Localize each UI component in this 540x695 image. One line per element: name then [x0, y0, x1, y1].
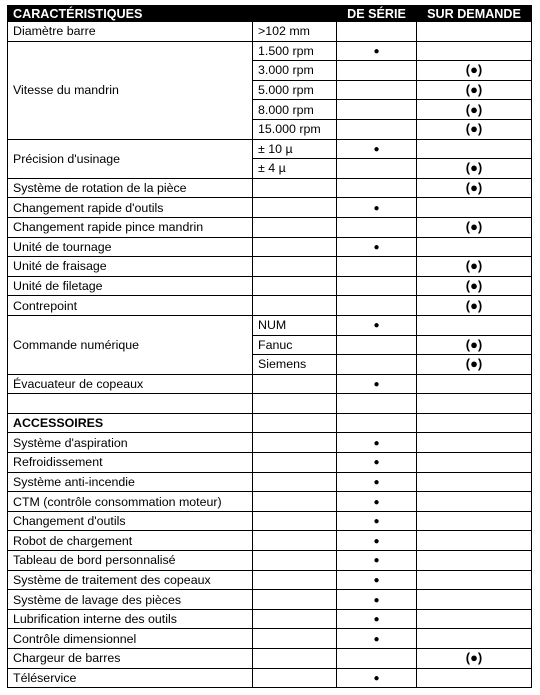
- standard-mark-icon: ●: [373, 241, 380, 253]
- on-request-mark-icon: (●): [465, 297, 483, 313]
- header-characteristics: CARACTÉRISTIQUES: [8, 6, 337, 22]
- standard-cell: [337, 355, 417, 375]
- feature-value: [253, 394, 337, 414]
- feature-value: [253, 551, 337, 571]
- standard-cell: [337, 41, 417, 61]
- feature-value: [253, 178, 337, 198]
- on-request-cell: [417, 355, 532, 375]
- on-request-cell: [417, 315, 532, 335]
- standard-cell: [337, 590, 417, 610]
- standard-mark-icon: ●: [373, 672, 380, 684]
- feature-name: Robot de chargement: [8, 531, 253, 551]
- table-row: [8, 374, 532, 394]
- feature-name: Contrôle dimensionnel: [8, 629, 253, 649]
- feature-value: [253, 668, 337, 688]
- on-request-cell: [417, 609, 532, 629]
- feature-value: 5.000 rpm: [253, 80, 337, 100]
- feature-name: Contrepoint: [8, 296, 253, 316]
- standard-cell: [337, 472, 417, 492]
- feature-name: Système de lavage des pièces: [8, 590, 253, 610]
- feature-name: Changement d'outils: [8, 511, 253, 531]
- standard-cell: [337, 276, 417, 296]
- feature-value: [253, 453, 337, 473]
- standard-mark-icon: ●: [373, 320, 380, 332]
- standard-cell: [337, 315, 417, 335]
- standard-cell: [337, 413, 417, 433]
- feature-value: [253, 257, 337, 277]
- table-row: [8, 433, 532, 453]
- on-request-mark-icon: (●): [465, 82, 483, 98]
- feature-value: ± 4 µ: [253, 159, 337, 179]
- on-request-mark-icon: (●): [465, 101, 483, 117]
- on-request-cell: [417, 100, 532, 120]
- table-row: [8, 413, 532, 433]
- feature-value: Siemens: [253, 355, 337, 375]
- feature-value: >102 mm: [253, 22, 337, 42]
- feature-value: [253, 649, 337, 669]
- standard-cell: [337, 257, 417, 277]
- table-row: [8, 668, 532, 688]
- feature-name: Diamètre barre: [8, 22, 253, 42]
- standard-mark-icon: ●: [373, 496, 380, 508]
- feature-value: 8.000 rpm: [253, 100, 337, 120]
- feature-value: 15.000 rpm: [253, 119, 337, 139]
- table-row: [8, 570, 532, 590]
- standard-cell: [337, 649, 417, 669]
- standard-cell: [337, 335, 417, 355]
- feature-value: NUM: [253, 315, 337, 335]
- standard-mark-icon: ●: [373, 614, 380, 626]
- feature-value: [253, 413, 337, 433]
- on-request-mark-icon: (●): [465, 336, 483, 352]
- on-request-cell: [417, 492, 532, 512]
- standard-cell: [337, 198, 417, 218]
- feature-value: [253, 472, 337, 492]
- feature-name: Vitesse du mandrin: [8, 41, 253, 139]
- feature-name: Unité de filetage: [8, 276, 253, 296]
- on-request-cell: [417, 22, 532, 42]
- standard-cell: [337, 237, 417, 257]
- feature-value: ± 10 µ: [253, 139, 337, 159]
- on-request-cell: [417, 237, 532, 257]
- feature-name: Évacuateur de copeaux: [8, 374, 253, 394]
- standard-mark-icon: ●: [373, 516, 380, 528]
- feature-value: [253, 198, 337, 218]
- on-request-mark-icon: (●): [465, 650, 483, 666]
- feature-name: Téléservice: [8, 668, 253, 688]
- feature-name: Unité de fraisage: [8, 257, 253, 277]
- standard-cell: [337, 394, 417, 414]
- feature-value: [253, 217, 337, 237]
- feature-value: 1.500 rpm: [253, 41, 337, 61]
- header-standard: DE SÉRIE: [337, 6, 417, 22]
- standard-mark-icon: ●: [373, 633, 380, 645]
- feature-value: [253, 296, 337, 316]
- standard-mark-icon: ●: [373, 535, 380, 547]
- table-row: [8, 609, 532, 629]
- feature-name: Système de rotation de la pièce: [8, 178, 253, 198]
- table-row: [8, 649, 532, 669]
- standard-cell: [337, 433, 417, 453]
- standard-cell: [337, 159, 417, 179]
- on-request-mark-icon: (●): [465, 62, 483, 78]
- standard-mark-icon: ●: [373, 476, 380, 488]
- on-request-cell: [417, 41, 532, 61]
- feature-value: Fanuc: [253, 335, 337, 355]
- feature-value: [253, 609, 337, 629]
- feature-value: [253, 374, 337, 394]
- feature-value: [253, 492, 337, 512]
- on-request-mark-icon: (●): [465, 356, 483, 372]
- header-on-request: SUR DEMANDE: [417, 6, 532, 22]
- standard-cell: [337, 296, 417, 316]
- table-row: [8, 511, 532, 531]
- on-request-mark-icon: (●): [465, 180, 483, 196]
- on-request-cell: [417, 61, 532, 81]
- feature-name: Système de traitement des copeaux: [8, 570, 253, 590]
- standard-cell: [337, 511, 417, 531]
- standard-cell: [337, 80, 417, 100]
- feature-value: [253, 629, 337, 649]
- table-row: [8, 453, 532, 473]
- table-row: [8, 394, 532, 414]
- standard-cell: [337, 22, 417, 42]
- on-request-mark-icon: (●): [465, 121, 483, 137]
- feature-value: [253, 590, 337, 610]
- feature-value: [253, 237, 337, 257]
- table-row: [8, 492, 532, 512]
- standard-cell: [337, 551, 417, 571]
- standard-cell: [337, 61, 417, 81]
- feature-value: [253, 511, 337, 531]
- table-row: [8, 178, 532, 198]
- feature-name: Tableau de bord personnalisé: [8, 551, 253, 571]
- feature-value: 3.000 rpm: [253, 61, 337, 81]
- standard-mark-icon: ●: [373, 574, 380, 586]
- on-request-cell: [417, 335, 532, 355]
- feature-name: Précision d'usinage: [8, 139, 253, 178]
- standard-mark-icon: ●: [373, 437, 380, 449]
- on-request-cell: [417, 629, 532, 649]
- table-header: [8, 6, 532, 22]
- on-request-cell: [417, 198, 532, 218]
- standard-cell: [337, 453, 417, 473]
- on-request-cell: [417, 276, 532, 296]
- feature-name: Changement rapide d'outils: [8, 198, 253, 218]
- feature-value: [253, 276, 337, 296]
- feature-value: [253, 570, 337, 590]
- table-row: [8, 217, 532, 237]
- on-request-cell: [417, 570, 532, 590]
- standard-cell: [337, 609, 417, 629]
- standard-mark-icon: ●: [373, 45, 380, 57]
- on-request-cell: [417, 178, 532, 198]
- standard-mark-icon: ●: [373, 378, 380, 390]
- feature-name: Chargeur de barres: [8, 649, 253, 669]
- standard-cell: [337, 531, 417, 551]
- on-request-cell: [417, 531, 532, 551]
- feature-name: ACCESSOIRES: [8, 413, 253, 433]
- table-row: [8, 551, 532, 571]
- on-request-mark-icon: (●): [465, 160, 483, 176]
- on-request-cell: [417, 590, 532, 610]
- on-request-cell: [417, 649, 532, 669]
- feature-name: Changement rapide pince mandrin: [8, 217, 253, 237]
- standard-cell: [337, 570, 417, 590]
- standard-cell: [337, 492, 417, 512]
- on-request-mark-icon: (●): [465, 219, 483, 235]
- table-row: [8, 590, 532, 610]
- feature-name: Refroidissement: [8, 453, 253, 473]
- feature-value: [253, 433, 337, 453]
- on-request-cell: [417, 668, 532, 688]
- standard-cell: [337, 139, 417, 159]
- on-request-cell: [417, 413, 532, 433]
- table-row: [8, 198, 532, 218]
- table-row: [8, 237, 532, 257]
- on-request-cell: [417, 80, 532, 100]
- on-request-cell: [417, 159, 532, 179]
- table-row: [8, 472, 532, 492]
- on-request-cell: [417, 296, 532, 316]
- table-row: [8, 531, 532, 551]
- standard-mark-icon: ●: [373, 555, 380, 567]
- on-request-cell: [417, 374, 532, 394]
- feature-name: CTM (contrôle consommation moteur): [8, 492, 253, 512]
- feature-name: Lubrification interne des outils: [8, 609, 253, 629]
- table-row: [8, 629, 532, 649]
- feature-name: Unité de tournage: [8, 237, 253, 257]
- table-row: [8, 41, 532, 61]
- on-request-cell: [417, 394, 532, 414]
- feature-name: [8, 394, 253, 414]
- on-request-cell: [417, 257, 532, 277]
- on-request-cell: [417, 139, 532, 159]
- standard-cell: [337, 100, 417, 120]
- standard-mark-icon: ●: [373, 594, 380, 606]
- standard-cell: [337, 668, 417, 688]
- table-row: [8, 139, 532, 159]
- standard-mark-icon: ●: [373, 457, 380, 469]
- table-row: [8, 296, 532, 316]
- on-request-cell: [417, 217, 532, 237]
- feature-value: [253, 531, 337, 551]
- on-request-cell: [417, 472, 532, 492]
- standard-mark-icon: ●: [373, 202, 380, 214]
- standard-cell: [337, 374, 417, 394]
- on-request-cell: [417, 433, 532, 453]
- table-row: [8, 22, 532, 42]
- table-row: [8, 257, 532, 277]
- standard-cell: [337, 178, 417, 198]
- on-request-cell: [417, 511, 532, 531]
- feature-name: Système d'aspiration: [8, 433, 253, 453]
- on-request-cell: [417, 119, 532, 139]
- on-request-mark-icon: (●): [465, 258, 483, 274]
- table-row: [8, 315, 532, 335]
- standard-cell: [337, 217, 417, 237]
- table-body: [8, 22, 532, 688]
- on-request-mark-icon: (●): [465, 278, 483, 294]
- on-request-cell: [417, 453, 532, 473]
- table-row: [8, 276, 532, 296]
- feature-name: Commande numérique: [8, 315, 253, 374]
- feature-name: Système anti-incendie: [8, 472, 253, 492]
- standard-mark-icon: ●: [373, 143, 380, 155]
- on-request-cell: [417, 551, 532, 571]
- standard-cell: [337, 629, 417, 649]
- standard-cell: [337, 119, 417, 139]
- specifications-table: [7, 5, 532, 688]
